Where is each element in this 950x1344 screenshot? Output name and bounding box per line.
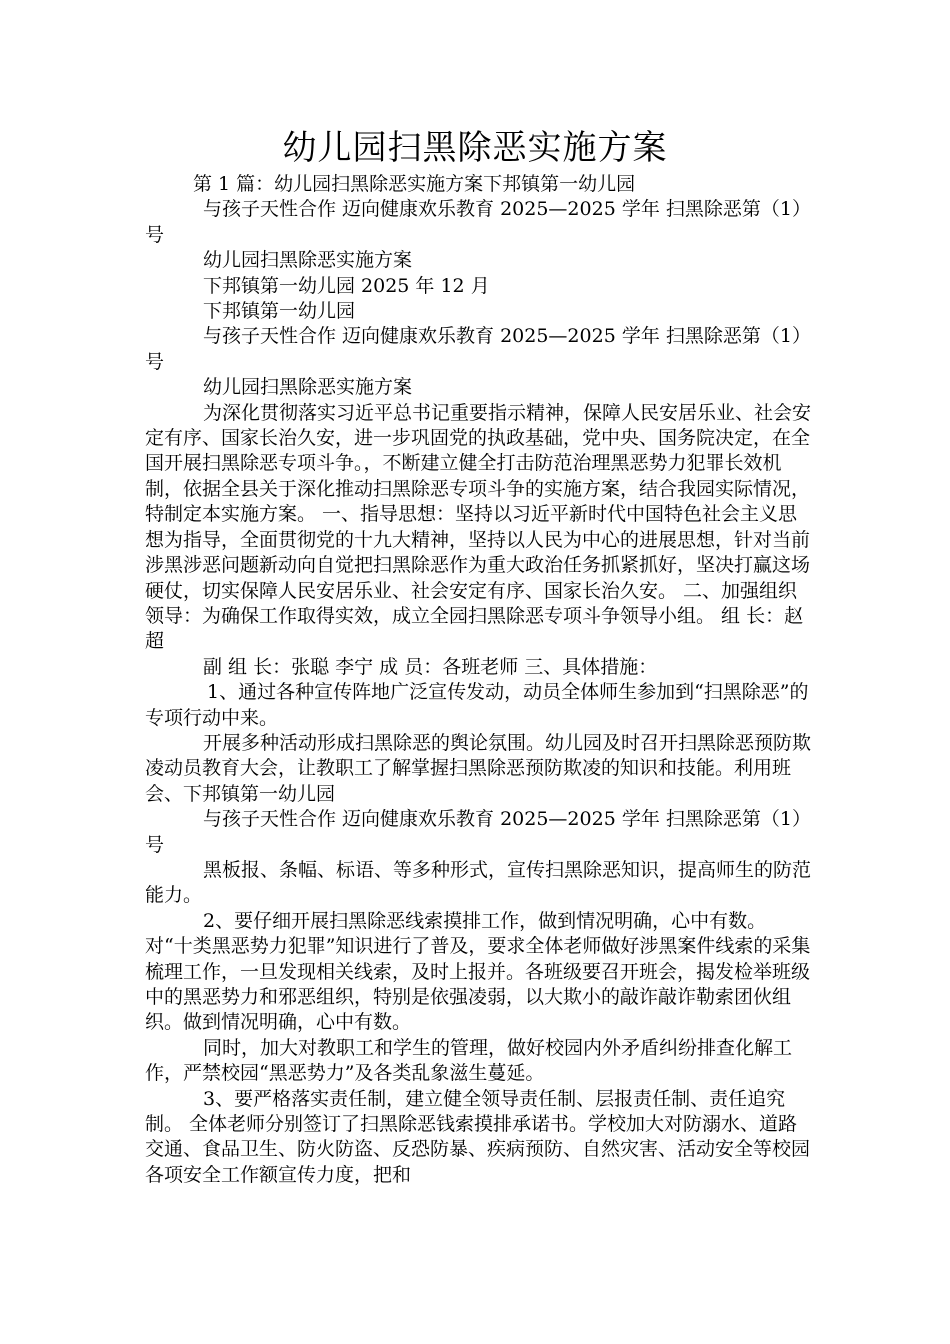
paragraph: 同时，加大对教职工和学生的管理，做好校园内外矛盾纠纷排查化解工作，严禁校园“黑恶势力”及各类乱象滋生蔓延。 — [145, 1036, 793, 1085]
paragraph: 第 1 篇：幼儿园扫黑除恶实施方案下邦镇第一幼儿园 — [193, 173, 636, 195]
paragraph: 开展多种活动形成扫黑除恶的舆论氛围。幼儿园及时召开扫黑除恶预防欺凌动员教育大会，让教职工了解掌握扫黑除恶预防欺凌的知识和技能。利用班会、下邦镇第一幼儿园 — [145, 731, 812, 805]
paragraph: 2、要仔细开展扫黑除恶线索摸排工作，做到情况明确，心中有数。 对“十类黑恶势力犯罪”知识进行了普及，要求全体老师做好涉黑案件线索的采集梳理工作，一旦发现相关线索，及时上报并。各班级要召开班会，揭发检举班级中的黑恶势力和邪恶组织，特别是依强凌弱，以大欺小的敲诈敲诈勒索团伙组织。做到情况明确，心中有数。 — [145, 909, 811, 1034]
document-title: 幼儿园扫黑除恶实施方案 — [282, 128, 668, 168]
paragraph: 1、通过各种宣传阵地广泛宣传发动，动员全体师生参加到“扫黑除恶”的专项行动中来。 — [145, 681, 809, 729]
paragraph: 副 组 长：张聪 李宁 成 员：各班老师 三、具体措施： — [203, 655, 658, 678]
paragraph: 与孩子天性合作 迈向健康欢乐教育 2025—2025 学年 扫黑除恶第（1）号 — [145, 808, 811, 856]
paragraph: 幼儿园扫黑除恶实施方案 — [203, 376, 413, 399]
paragraph: 幼儿园扫黑除恶实施方案 — [203, 249, 413, 272]
document-body — [145, 172, 815, 1188]
paragraph: 与孩子天性合作 迈向健康欢乐教育 2025—2025 学年 扫黑除恶第（1）号 — [145, 198, 811, 246]
paragraph: 黑板报、条幅、标语、等多种形式，宣传扫黑除恶知识，提高师生的防范能力。 — [145, 858, 812, 907]
paragraph: 下邦镇第一幼儿园 — [203, 300, 356, 323]
paragraph: 下邦镇第一幼儿园 2025 年 12 月 — [203, 274, 490, 297]
paragraph: 与孩子天性合作 迈向健康欢乐教育 2025—2025 学年 扫黑除恶第（1）号 — [145, 325, 811, 373]
paragraph: 为深化贯彻落实习近平总书记重要指示精神，保障人民安居乐业、社会安定有序、国家长治久安，进一步巩固党的执政基础，党中央、国务院决定，在全国开展扫黑除恶专项斗争。，不断建立健全打击防范治理黑恶势力犯罪长效机制，依据全县关于深化推动扫黑除恶专项斗争的实施方案，结合我园实际情况，特制定本实施方案。 一、指导思想：坚持以习近平新时代中国特色社会主义思想为指导，全面贯彻党的十九大精神，坚持以人民为中心的进展思想，针对当前涉黑涉恶问题新动向自觉把扫黑除恶作为重大政治任务抓紧抓好，坚决打赢这场硬仗，切实保障人民安居乐业、社会安定有序、国家长治久安。 二、加强组织领导：为确保工作取得实效，成立全园扫黑除恶专项斗争领导小组。 组 长：赵超 — [145, 401, 812, 653]
paragraph: 3、要严格落实责任制，建立健全领导责任制、层报责任制、责任追究制。 全体老师分别签订了扫黑除恶钱索摸排承诺书。学校加大对防溺水、道路交通、食品卫生、防火防盗、反恐防暴、疾病预防、自然灾害、活动安全等校园各项安全工作额宣传力度，把和 — [145, 1087, 811, 1186]
